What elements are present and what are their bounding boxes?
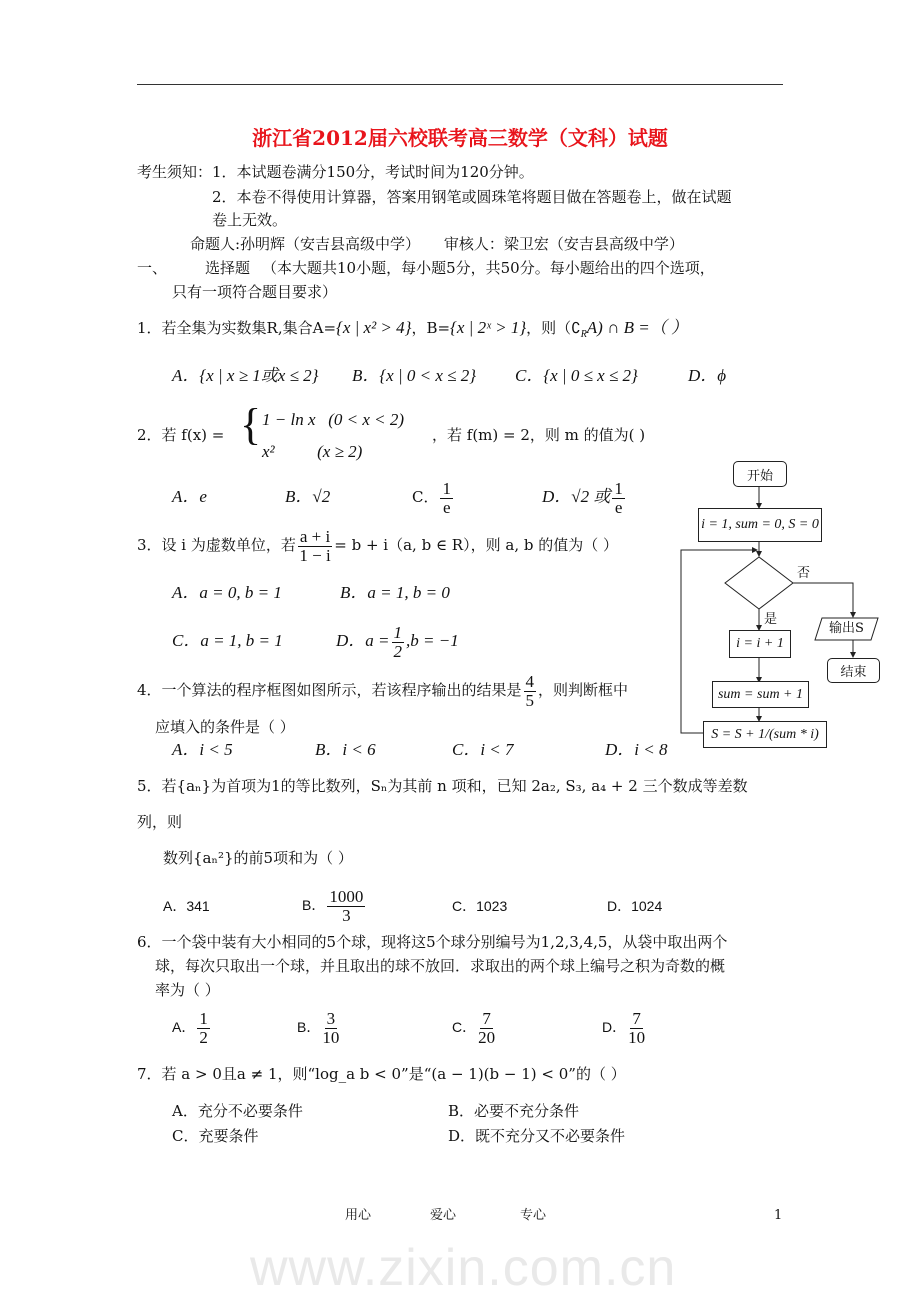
flow-output: 输出S bbox=[829, 621, 864, 636]
footer-text-1: 用心 bbox=[345, 1208, 372, 1223]
flow-sum: sum = sum + 1 bbox=[712, 681, 809, 708]
question-2-tail: ，若 f(m) = 2，则 m 的值为( ) bbox=[432, 426, 646, 444]
footer-text-2: 爱心 bbox=[430, 1208, 457, 1223]
q3-option-a: A．a = 0, b = 1 bbox=[172, 583, 282, 602]
question-5-cont: 列，则 bbox=[137, 813, 183, 831]
question-4: 4．一个算法的程序框图如图所示，若该程序输出的结果是 $\frac{4}{5}$ ，则判断框中 bbox=[137, 671, 629, 710]
q2-option-c: C． $\frac{1}{e}$ bbox=[412, 478, 451, 517]
q3-option-d: D．a = $\frac{1}{2}$ ,b = −1 bbox=[336, 622, 459, 661]
question-6: 6．一个袋中装有大小相同的5个球，现将这5个球分别编号为1,2,3,4,5，从袋中取出两个 bbox=[137, 933, 728, 951]
q7-option-b: B．必要不充分条件 bbox=[448, 1102, 580, 1120]
question-4-cont: 应填入的条件是（ ） bbox=[155, 718, 295, 736]
notice-item-2: 2．本卷不得使用计算器，答案用钢笔或圆珠笔将题目做在答题卷上，做在试题 bbox=[212, 188, 732, 206]
flow-init: i = 1, sum = 0, S = 0 bbox=[698, 508, 822, 542]
q2-option-a: A．e bbox=[172, 487, 207, 506]
flow-end: 结束 bbox=[827, 658, 880, 683]
brace: { bbox=[240, 400, 262, 449]
q3-option-b: B．a = 1, b = 0 bbox=[340, 583, 450, 602]
question-7: 7．若 a > 0且a ≠ 1，则“log_a b < 0”是“(a − 1)(b − 1) < 0”的（ ） bbox=[137, 1065, 626, 1083]
notice-label: 考生须知： bbox=[137, 163, 213, 181]
q4-option-b: B．i < 6 bbox=[315, 740, 376, 759]
section-desc-2: 只有一项符合题目要求） bbox=[172, 283, 338, 301]
q6-option-a: A． $\frac{1}{2}$ bbox=[172, 1008, 208, 1047]
q4-option-c: C．i < 7 bbox=[452, 740, 514, 759]
watermark: www.zixin.com.cn bbox=[250, 1239, 677, 1297]
flow-s-update: S = S + 1/(sum * i) bbox=[703, 721, 827, 748]
q7-option-a: A．充分不必要条件 bbox=[172, 1102, 303, 1120]
q1-option-d: D．ϕ bbox=[688, 366, 727, 385]
q4-option-a: A．i < 5 bbox=[172, 740, 233, 759]
flow-yes-label: 是 bbox=[764, 612, 778, 627]
q1-option-a: A．{x | x ≥ 1或x ≤ 2} bbox=[172, 366, 319, 385]
q3-option-c: C．a = 1, b = 1 bbox=[172, 631, 283, 650]
section-number: 一、 bbox=[137, 259, 168, 277]
q2-option-d: D．√2 或 $\frac{1}{e}$ bbox=[542, 478, 623, 517]
q2-case-1: 1 − ln x (0 < x < 2) bbox=[262, 410, 405, 429]
page-number: 1 bbox=[774, 1208, 783, 1223]
q2-option-b: B．√2 bbox=[285, 487, 331, 506]
flow-no-label: 否 bbox=[797, 566, 811, 581]
section-desc: （本大题共10小题，每小题5分，共50分。每小题给出的四个选项， bbox=[262, 259, 715, 277]
q4-option-d: D．i < 8 bbox=[605, 740, 668, 759]
authors: 命题人:孙明辉（安吉县高级中学） 审核人：梁卫宏（安吉县高级中学） bbox=[190, 235, 684, 253]
section-name: 选择题 bbox=[205, 259, 251, 277]
q7-option-d: D．既不充分又不必要条件 bbox=[448, 1127, 626, 1145]
question-1: 1．若全集为实数集R,集合A={x | x² > 4}，B={x | 2ˣ > 1}，则$(∁_RA)$ ∩ B =（ ） bbox=[137, 318, 688, 340]
q7-option-c: C．充要条件 bbox=[172, 1127, 259, 1145]
flow-start: 开始 bbox=[733, 461, 787, 487]
page-title: 浙江省2012届六校联考高三数学（文科）试题 bbox=[252, 126, 668, 150]
q1-option-c: C．{x | 0 ≤ x ≤ 2} bbox=[515, 366, 638, 385]
q6-option-b: B． $\frac{3}{10}$ bbox=[297, 1008, 340, 1047]
q1-option-b: B．{x | 0 < x ≤ 2} bbox=[352, 366, 477, 385]
question-2-prefix: 2．若 f(x) = bbox=[137, 426, 225, 444]
q5-option-b: B． $\frac{1000}{3}$ bbox=[302, 886, 364, 925]
footer-text-3: 专心 bbox=[520, 1208, 547, 1223]
q2-case-2: x² (x ≥ 2) bbox=[262, 442, 363, 461]
q5-option-c: C．1023 bbox=[452, 898, 508, 914]
q5-option-a: A．341 bbox=[163, 898, 210, 914]
q6-option-c: C． $\frac{7}{20}$ bbox=[452, 1008, 496, 1047]
q6-option-d: D． $\frac{7}{10}$ bbox=[602, 1008, 646, 1047]
question-5-cont-2: 数列{aₙ²}的前5项和为（ ） bbox=[163, 849, 353, 867]
notice-item-2-cont: 卷上无效。 bbox=[212, 211, 288, 229]
question-6-cont: 球，每次只取出一个球，并且取出的球不放回．求取出的两个球上编号之积为奇数的概 bbox=[155, 957, 726, 975]
question-3: 3．设 i 为虚数单位，若 $\frac{a + i}{1 - i}$ = b + i（a, b ∈ R），则 a, b 的值为（ ） bbox=[137, 526, 618, 565]
flow-increment: i = i + 1 bbox=[729, 630, 791, 658]
question-5: 5．若{aₙ}为首项为1的等比数列，Sₙ为其前 n 项和，已知 2a₂, S₃, a₄ + 2 三个数成等差数 bbox=[137, 777, 748, 795]
question-6-cont-2: 率为（ ） bbox=[155, 981, 220, 999]
notice-item-1: 1．本试题卷满分150分，考试时间为120分钟。 bbox=[212, 163, 534, 181]
q5-option-d: D．1024 bbox=[607, 898, 663, 914]
